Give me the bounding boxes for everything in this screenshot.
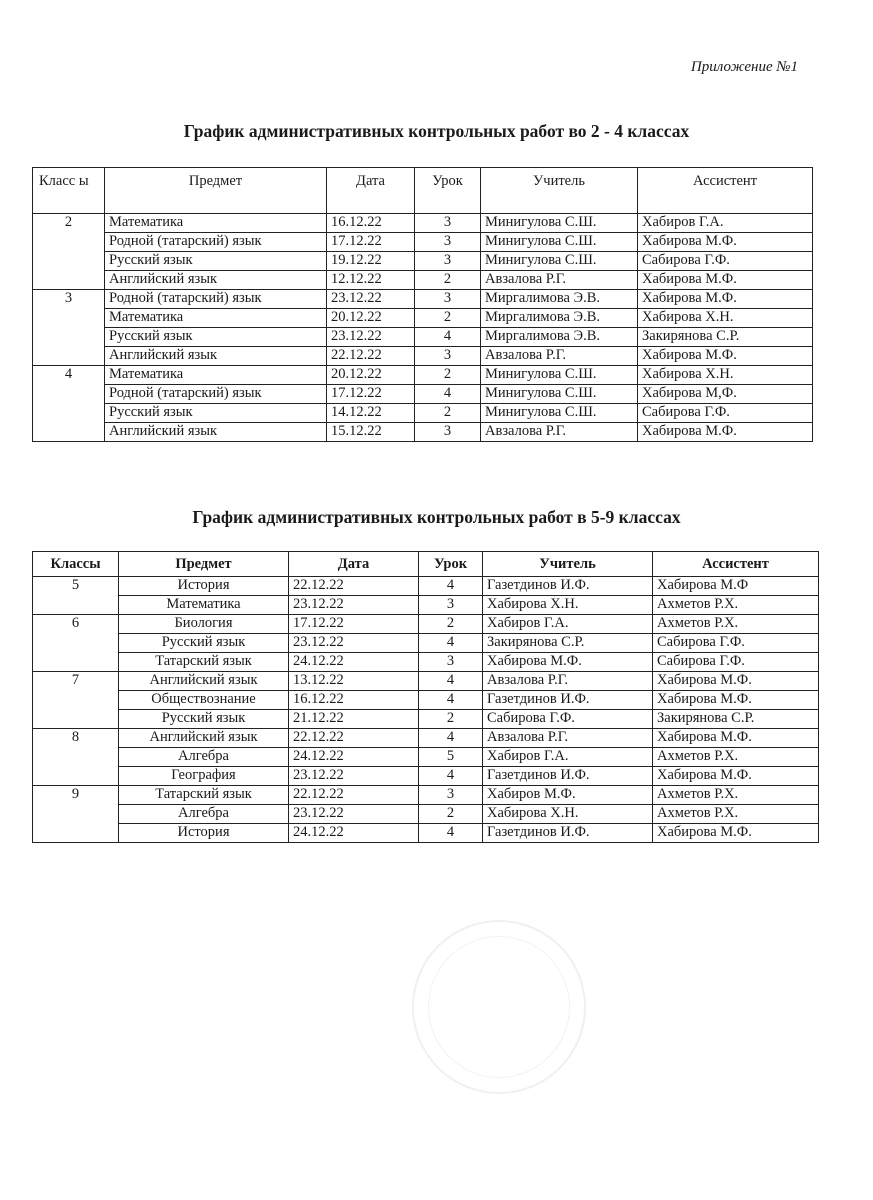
date-cell: 24.12.22	[289, 748, 419, 767]
subject-cell: Татарский язык	[119, 653, 289, 672]
lesson-cell: 3	[419, 786, 483, 805]
teacher-cell: Авзалова Р.Г.	[483, 729, 653, 748]
assistant-cell: Ахметов Р.Х.	[653, 596, 819, 615]
table-row	[33, 710, 819, 729]
date-cell: 12.12.22	[327, 271, 415, 290]
header-date: Дата	[289, 552, 419, 577]
subject-cell: Родной (татарский) язык	[105, 233, 327, 252]
subject-cell: География	[119, 767, 289, 786]
lesson-cell: 4	[415, 385, 481, 404]
date-cell: 19.12.22	[327, 252, 415, 271]
lesson-cell: 4	[419, 824, 483, 843]
lesson-cell: 4	[419, 634, 483, 653]
date-cell: 17.12.22	[327, 233, 415, 252]
schedule-2-4-table	[32, 167, 813, 442]
table-row	[33, 748, 819, 767]
header-class: Класс ы	[33, 168, 105, 214]
lesson-cell: 2	[419, 805, 483, 824]
subject-cell: Математика	[105, 366, 327, 385]
assistant-cell: Хабирова М.Ф	[653, 577, 819, 596]
table-row	[33, 385, 813, 404]
assistant-cell: Хабирова М.Ф.	[638, 423, 813, 442]
header-subject: Предмет	[105, 168, 327, 214]
subject-cell: Обществознание	[119, 691, 289, 710]
header-teacher: Учитель	[481, 168, 638, 214]
teacher-cell: Закирянова С.Р.	[483, 634, 653, 653]
date-cell: 22.12.22	[289, 786, 419, 805]
date-cell: 23.12.22	[289, 634, 419, 653]
date-cell: 20.12.22	[327, 366, 415, 385]
assistant-cell: Хабирова М.Ф.	[653, 691, 819, 710]
table-row	[33, 767, 819, 786]
subject-cell: Родной (татарский) язык	[105, 290, 327, 309]
assistant-cell: Хабирова М.Ф.	[638, 290, 813, 309]
lesson-cell: 3	[415, 423, 481, 442]
assistant-cell: Ахметов Р.Х.	[653, 748, 819, 767]
lesson-cell: 2	[415, 404, 481, 423]
appendix-label: Приложение №1	[690, 59, 798, 75]
class-cell: 7	[33, 672, 119, 729]
table-row	[33, 271, 813, 290]
class-cell: 2	[33, 214, 105, 290]
table-row	[33, 653, 819, 672]
lesson-cell: 2	[415, 309, 481, 328]
table-header-row	[33, 552, 819, 577]
lesson-cell: 3	[415, 252, 481, 271]
teacher-cell: Минигулова С.Ш.	[481, 214, 638, 233]
assistant-cell: Сабирова Г.Ф.	[653, 653, 819, 672]
header-teacher: Учитель	[483, 552, 653, 577]
class-cell: 6	[33, 615, 119, 672]
header-assistant: Ассистент	[638, 168, 813, 214]
assistant-cell: Ахметов Р.Х.	[653, 615, 819, 634]
lesson-cell: 4	[419, 691, 483, 710]
table-row	[33, 214, 813, 233]
subject-cell: Математика	[105, 214, 327, 233]
subject-cell: Английский язык	[119, 672, 289, 691]
assistant-cell: Хабиров Г.А.	[638, 214, 813, 233]
lesson-cell: 4	[419, 672, 483, 691]
date-cell: 20.12.22	[327, 309, 415, 328]
subject-cell: Английский язык	[105, 347, 327, 366]
assistant-cell: Хабирова Х.Н.	[638, 309, 813, 328]
table-row	[33, 366, 813, 385]
teacher-cell: Хабирова Х.Н.	[483, 805, 653, 824]
table-row	[33, 596, 819, 615]
assistant-cell: Ахметов Р.Х.	[653, 786, 819, 805]
teacher-cell: Минигулова С.Ш.	[481, 366, 638, 385]
schedule-5-9-table	[32, 551, 819, 843]
table-row	[33, 577, 819, 596]
class-cell: 5	[33, 577, 119, 615]
table-row	[33, 233, 813, 252]
assistant-cell: Сабирова Г.Ф.	[638, 252, 813, 271]
teacher-cell: Авзалова Р.Г.	[483, 672, 653, 691]
teacher-cell: Минигулова С.Ш.	[481, 252, 638, 271]
subject-cell: Татарский язык	[119, 786, 289, 805]
lesson-cell: 5	[419, 748, 483, 767]
assistant-cell: Хабирова М.Ф.	[653, 729, 819, 748]
official-stamp-icon	[412, 920, 586, 1094]
date-cell: 16.12.22	[327, 214, 415, 233]
teacher-cell: Хабиров М.Ф.	[483, 786, 653, 805]
lesson-cell: 4	[419, 577, 483, 596]
teacher-cell: Газетдинов И.Ф.	[483, 824, 653, 843]
date-cell: 24.12.22	[289, 824, 419, 843]
assistant-cell: Хабирова М.Ф.	[653, 672, 819, 691]
table-row	[33, 309, 813, 328]
lesson-cell: 2	[415, 271, 481, 290]
assistant-cell: Закирянова С.Р.	[638, 328, 813, 347]
table-row	[33, 786, 819, 805]
lesson-cell: 3	[415, 214, 481, 233]
date-cell: 13.12.22	[289, 672, 419, 691]
table-row	[33, 252, 813, 271]
class-cell: 8	[33, 729, 119, 786]
lesson-cell: 4	[415, 328, 481, 347]
lesson-cell: 3	[415, 233, 481, 252]
subject-cell: Русский язык	[119, 634, 289, 653]
date-cell: 15.12.22	[327, 423, 415, 442]
assistant-cell: Закирянова С.Р.	[653, 710, 819, 729]
table-row	[33, 805, 819, 824]
teacher-cell: Авзалова Р.Г.	[481, 271, 638, 290]
table-header-row	[33, 168, 813, 214]
subject-cell: Английский язык	[105, 271, 327, 290]
teacher-cell: Сабирова Г.Ф.	[483, 710, 653, 729]
lesson-cell: 2	[415, 366, 481, 385]
date-cell: 23.12.22	[289, 767, 419, 786]
class-cell: 4	[33, 366, 105, 442]
lesson-cell: 3	[419, 596, 483, 615]
date-cell: 22.12.22	[289, 729, 419, 748]
subject-cell: Алгебра	[119, 805, 289, 824]
teacher-cell: Миргалимова Э.В.	[481, 309, 638, 328]
teacher-cell: Авзалова Р.Г.	[481, 347, 638, 366]
schedule-5-9-title: График административных контрольных работ в 5-9 классах	[192, 507, 681, 527]
date-cell: 24.12.22	[289, 653, 419, 672]
assistant-cell: Сабирова Г.Ф.	[638, 404, 813, 423]
date-cell: 22.12.22	[327, 347, 415, 366]
date-cell: 21.12.22	[289, 710, 419, 729]
table-row	[33, 729, 819, 748]
subject-cell: Родной (татарский) язык	[105, 385, 327, 404]
date-cell: 23.12.22	[289, 596, 419, 615]
teacher-cell: Газетдинов И.Ф.	[483, 577, 653, 596]
teacher-cell: Газетдинов И.Ф.	[483, 767, 653, 786]
assistant-cell: Хабирова М.Ф.	[638, 233, 813, 252]
assistant-cell: Хабирова М.Ф.	[638, 271, 813, 290]
header-lesson: Урок	[419, 552, 483, 577]
subject-cell: Английский язык	[119, 729, 289, 748]
subject-cell: Математика	[105, 309, 327, 328]
subject-cell: Русский язык	[105, 404, 327, 423]
table-row	[33, 404, 813, 423]
assistant-cell: Хабирова М,Ф.	[638, 385, 813, 404]
lesson-cell: 3	[419, 653, 483, 672]
lesson-cell: 3	[415, 290, 481, 309]
teacher-cell: Минигулова С.Ш.	[481, 404, 638, 423]
class-cell: 9	[33, 786, 119, 843]
lesson-cell: 2	[419, 615, 483, 634]
table-row	[33, 672, 819, 691]
subject-cell: Биология	[119, 615, 289, 634]
assistant-cell: Хабирова Х.Н.	[638, 366, 813, 385]
lesson-cell: 2	[419, 710, 483, 729]
table-row	[33, 634, 819, 653]
schedule-2-4-title: График административных контрольных работ во 2 - 4 классах	[183, 121, 690, 141]
teacher-cell: Минигулова С.Ш.	[481, 233, 638, 252]
date-cell: 14.12.22	[327, 404, 415, 423]
table-row	[33, 290, 813, 309]
teacher-cell: Миргалимова Э.В.	[481, 328, 638, 347]
date-cell: 17.12.22	[289, 615, 419, 634]
teacher-cell: Хабиров Г.А.	[483, 615, 653, 634]
subject-cell: История	[119, 824, 289, 843]
table-row	[33, 347, 813, 366]
teacher-cell: Хабирова М.Ф.	[483, 653, 653, 672]
subject-cell: Русский язык	[119, 710, 289, 729]
lesson-cell: 4	[419, 767, 483, 786]
header-assistant: Ассистент	[653, 552, 819, 577]
teacher-cell: Газетдинов И.Ф.	[483, 691, 653, 710]
table-row	[33, 423, 813, 442]
subject-cell: Алгебра	[119, 748, 289, 767]
class-cell: 3	[33, 290, 105, 366]
teacher-cell: Миргалимова Э.В.	[481, 290, 638, 309]
lesson-cell: 4	[419, 729, 483, 748]
subject-cell: Русский язык	[105, 328, 327, 347]
date-cell: 23.12.22	[327, 328, 415, 347]
table-row	[33, 691, 819, 710]
date-cell: 17.12.22	[327, 385, 415, 404]
teacher-cell: Хабирова Х.Н.	[483, 596, 653, 615]
date-cell: 23.12.22	[327, 290, 415, 309]
date-cell: 22.12.22	[289, 577, 419, 596]
subject-cell: История	[119, 577, 289, 596]
header-date: Дата	[327, 168, 415, 214]
subject-cell: Русский язык	[105, 252, 327, 271]
assistant-cell: Хабирова М.Ф.	[653, 824, 819, 843]
header-class: Классы	[33, 552, 119, 577]
header-lesson: Урок	[415, 168, 481, 214]
table-row	[33, 328, 813, 347]
teacher-cell: Хабиров Г.А.	[483, 748, 653, 767]
subject-cell: Английский язык	[105, 423, 327, 442]
teacher-cell: Авзалова Р.Г.	[481, 423, 638, 442]
assistant-cell: Ахметов Р.Х.	[653, 805, 819, 824]
assistant-cell: Хабирова М.Ф.	[653, 767, 819, 786]
assistant-cell: Хабирова М.Ф.	[638, 347, 813, 366]
assistant-cell: Сабирова Г.Ф.	[653, 634, 819, 653]
lesson-cell: 3	[415, 347, 481, 366]
header-subject: Предмет	[119, 552, 289, 577]
table-row	[33, 824, 819, 843]
teacher-cell: Минигулова С.Ш.	[481, 385, 638, 404]
date-cell: 23.12.22	[289, 805, 419, 824]
subject-cell: Математика	[119, 596, 289, 615]
table-row	[33, 615, 819, 634]
date-cell: 16.12.22	[289, 691, 419, 710]
